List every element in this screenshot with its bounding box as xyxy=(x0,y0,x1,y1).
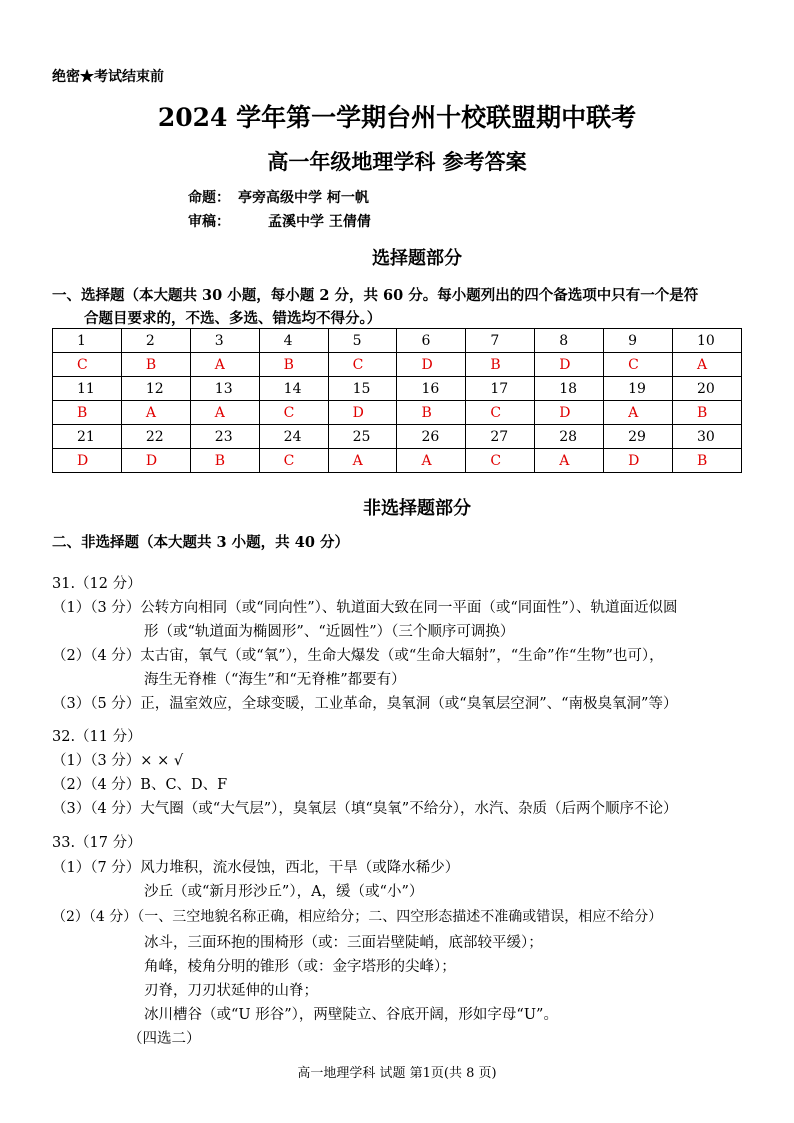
question-number: 10 xyxy=(673,329,742,353)
question-number: 23 xyxy=(190,425,259,449)
answer-line: （2）（4 分）B、C、D、F xyxy=(52,777,228,793)
doc-subtitle: 高一年级地理学科 参考答案 xyxy=(267,149,527,174)
answer-cell: D xyxy=(121,449,190,473)
answer-cell: A xyxy=(397,449,466,473)
answer-line: 沙丘（或“新月形沙丘”），A，缓（或“小”） xyxy=(144,884,424,900)
doc-title: 2024 学年第一学期台州十校联盟期中联考 xyxy=(157,103,637,132)
question-number: 4 xyxy=(259,329,328,353)
answer-cell: B xyxy=(673,449,742,473)
question-number-row xyxy=(53,329,742,353)
answer-cell: D xyxy=(397,353,466,377)
question-number: 16 xyxy=(397,377,466,401)
question-number: 25 xyxy=(328,425,397,449)
answer-cell: A xyxy=(673,353,742,377)
proposer: 亭旁高级中学 柯一帆 xyxy=(238,190,369,206)
question-number: 5 xyxy=(328,329,397,353)
answer-cell: C xyxy=(259,401,328,425)
answer-line: 33.（17 分） xyxy=(52,835,142,851)
question-number: 6 xyxy=(397,329,466,353)
question-number: 8 xyxy=(535,329,604,353)
answer-cell: C xyxy=(53,353,122,377)
answer-line: （1）（3 分）公转方向相同（或“同向性”）、轨道面大致在同一平面（或“同面性”）、轨道面近似圆 xyxy=(52,600,678,616)
answer-cell: B xyxy=(190,449,259,473)
question-number-row xyxy=(53,377,742,401)
answer-cell: A xyxy=(535,449,604,473)
answer-cell: C xyxy=(466,449,535,473)
question-number: 18 xyxy=(535,377,604,401)
answer-cell: C xyxy=(466,401,535,425)
answer-line: 冰斗，三面环抱的围椅形（或：三面岩壁陡峭，底部较平缓）； xyxy=(144,935,543,951)
answer-cell: A xyxy=(190,353,259,377)
question-number: 24 xyxy=(259,425,328,449)
question-number: 7 xyxy=(466,329,535,353)
answer-line: 32.（11 分） xyxy=(52,729,142,745)
part2-heading: 非选择题部分 xyxy=(363,498,471,519)
question-number: 21 xyxy=(53,425,122,449)
part1-heading: 选择题部分 xyxy=(372,248,462,269)
answer-cell: B xyxy=(121,353,190,377)
answer-line: （2）（4 分）太古宙，氧气（或“氧”），生命大爆发（或“生命大辐射”，“生命”作“生物”也可）， xyxy=(52,648,664,664)
part1-instr-2: 合题目要求的，不选、多选、错选均不得分。） xyxy=(84,310,382,327)
proposer-label: 命题： xyxy=(188,190,230,206)
answer-cell: B xyxy=(259,353,328,377)
answer-cell: D xyxy=(604,449,673,473)
question-number: 20 xyxy=(673,377,742,401)
question-number: 29 xyxy=(604,425,673,449)
answer-cell: A xyxy=(604,401,673,425)
answer-cell: D xyxy=(53,449,122,473)
answer-cell: D xyxy=(535,401,604,425)
question-number: 1 xyxy=(53,329,122,353)
answer-cell: D xyxy=(328,401,397,425)
answer-line: 刃脊，刀刃状延伸的山脊； xyxy=(144,983,318,999)
answer-line: 形（或“轨道面为椭圆形”、“近圆性”）（三个顺序可调换） xyxy=(144,624,515,640)
question-number: 17 xyxy=(466,377,535,401)
answer-cell: B xyxy=(466,353,535,377)
question-number: 27 xyxy=(466,425,535,449)
answer-cell: C xyxy=(604,353,673,377)
question-number: 15 xyxy=(328,377,397,401)
question-number-row xyxy=(53,425,742,449)
answer-line: （1）（7 分）风力堆积，流水侵蚀，西北，干旱（或降水稀少） xyxy=(52,860,460,876)
question-number: 13 xyxy=(190,377,259,401)
answer-line: 角峰，棱角分明的锥形（或：金字塔形的尖峰）； xyxy=(144,959,456,975)
question-number: 28 xyxy=(535,425,604,449)
question-number: 30 xyxy=(673,425,742,449)
answer-row xyxy=(53,449,742,473)
question-number: 9 xyxy=(604,329,673,353)
answer-cell: D xyxy=(535,353,604,377)
answer-cell: A xyxy=(190,401,259,425)
question-number: 14 xyxy=(259,377,328,401)
answer-cell: B xyxy=(397,401,466,425)
answer-cell: C xyxy=(328,353,397,377)
answer-line: （1）（3 分）× × √ xyxy=(52,753,184,769)
answer-row xyxy=(53,353,742,377)
answer-line: 海生无脊椎（“海生”和“无脊椎”都要有） xyxy=(144,672,406,688)
question-number: 11 xyxy=(53,377,122,401)
question-number: 3 xyxy=(190,329,259,353)
answer-cell: C xyxy=(259,449,328,473)
question-number: 2 xyxy=(121,329,190,353)
answer-line: （3）（5 分）正，温室效应，全球变暖，工业革命，臭氧洞（或“臭氧层空洞”、“南极臭氧洞”等） xyxy=(52,696,678,712)
answer-cell: A xyxy=(328,449,397,473)
answer-line: （3）（4 分）大气圈（或“大气层”），臭氧层（填“臭氧”不给分），水汽、杂质（后两个顺序不论） xyxy=(52,801,678,817)
question-number: 12 xyxy=(121,377,190,401)
answer-table xyxy=(52,328,742,473)
answer-line: （2）（4 分）（一、三空地貌名称正确，相应给分；二、四空形态描述不准确或错误，相应不给分） xyxy=(52,909,663,925)
answer-cell: A xyxy=(121,401,190,425)
answer-line: 31.（12 分） xyxy=(52,576,142,592)
answer-row xyxy=(53,401,742,425)
secret-label: 绝密★考试结束前 xyxy=(52,69,164,85)
question-number: 22 xyxy=(121,425,190,449)
part1-instr: 一、选择题（本大题共 30 小题，每小题 2 分，共 60 分。每小题列出的四个备选项中只有一个是符 xyxy=(52,287,699,304)
part2-instr: 二、非选择题（本大题共 3 小题，共 40 分） xyxy=(52,534,349,551)
reviewer-label: 审稿： xyxy=(188,214,230,230)
question-number: 19 xyxy=(604,377,673,401)
page-footer: 高一地理学科 试题 第1页(共 8 页) xyxy=(297,1066,497,1081)
answer-line: 冰川槽谷（或“U 形谷”），两壁陡立、谷底开阔，形如字母“U”。 xyxy=(144,1007,558,1023)
answer-line: （四选二） xyxy=(128,1031,201,1047)
reviewer: 孟溪中学 王倩倩 xyxy=(268,214,371,230)
answer-cell: B xyxy=(53,401,122,425)
question-number: 26 xyxy=(397,425,466,449)
answer-cell: B xyxy=(673,401,742,425)
